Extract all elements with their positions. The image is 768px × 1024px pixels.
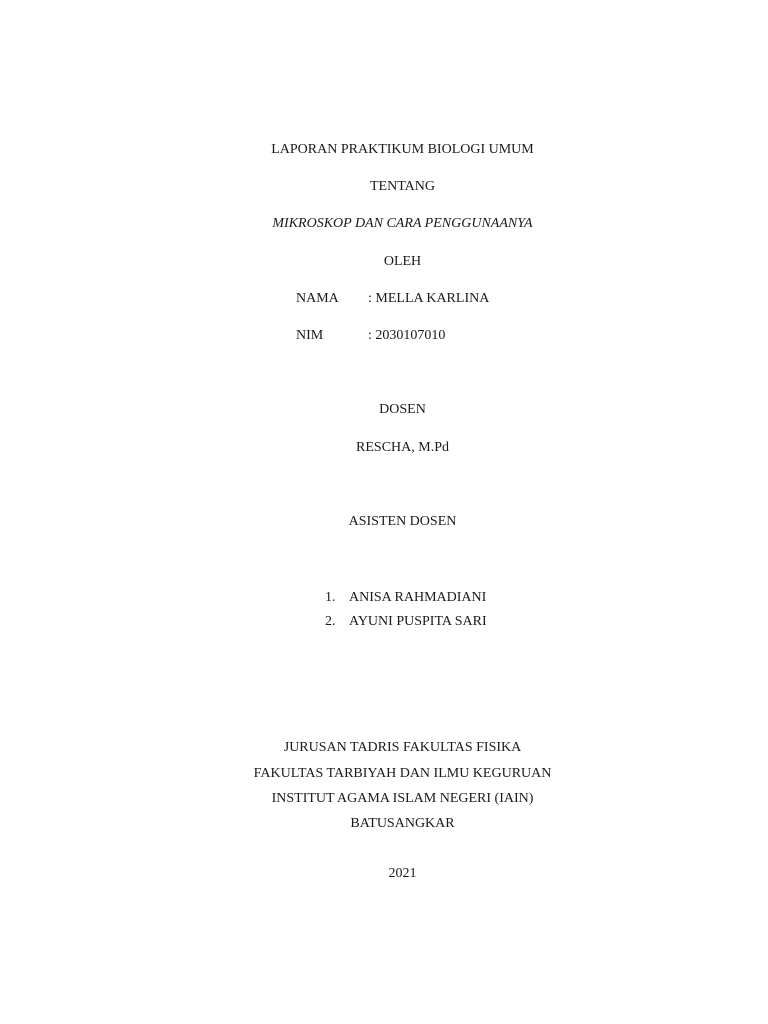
dosen-name: RESCHA, M.Pd [356, 440, 449, 455]
asisten-heading: ASISTEN DOSEN [348, 514, 457, 529]
dosen-heading: DOSEN [379, 402, 426, 417]
institution-line: FAKULTAS TARBIYAH DAN ILMU KEGURUAN [253, 766, 552, 781]
year: 2021 [388, 866, 417, 881]
institution-line: BATUSANGKAR [350, 816, 455, 831]
nama-value: : MELLA KARLINA [368, 291, 490, 306]
tentang-label: TENTANG [370, 179, 435, 194]
asisten-number: 2. [325, 614, 336, 629]
institution-line: INSTITUT AGAMA ISLAM NEGERI (IAIN) [271, 791, 534, 806]
institution-line: JURUSAN TADRIS FAKULTAS FISIKA [283, 740, 522, 755]
asisten-number: 1. [325, 590, 336, 605]
asisten-name: ANISA RAHMADIANI [349, 590, 487, 605]
asisten-name: AYUNI PUSPITA SARI [349, 614, 487, 629]
report-subject: MIKROSKOP DAN CARA PENGGUNAANYA [272, 216, 533, 231]
nim-value: : 2030107010 [368, 328, 446, 343]
report-title: LAPORAN PRAKTIKUM BIOLOGI UMUM [271, 142, 534, 157]
oleh-label: OLEH [383, 254, 422, 269]
nama-label: NAMA [296, 291, 339, 306]
nim-label: NIM [296, 328, 324, 343]
